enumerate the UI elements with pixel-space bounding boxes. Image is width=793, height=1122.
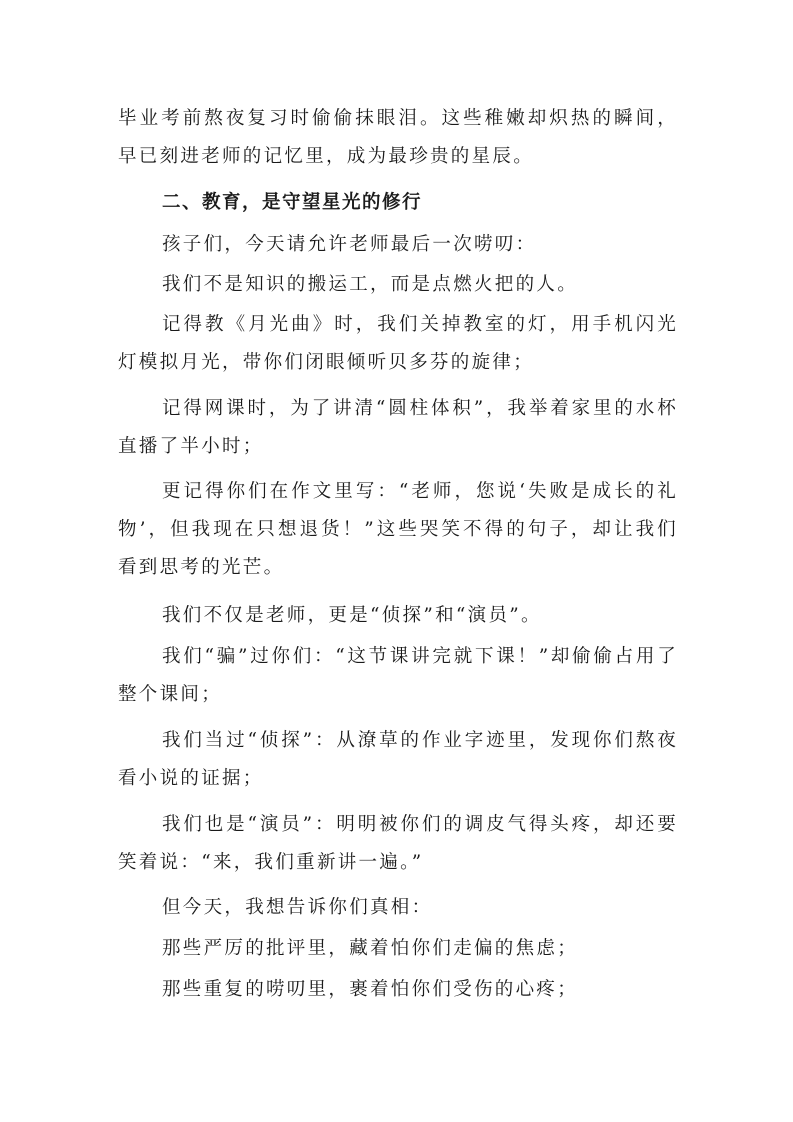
paragraph: 更记得你们在作文里写：“老师，您说‘失败是成长的礼物’，但我现在只想退货！”这些哭笑不得的句子，却让我们看到思考的光芒。 bbox=[118, 481, 678, 578]
paragraph: 那些严厉的批评里，藏着怕你们走偏的焦虑； bbox=[162, 938, 579, 959]
paragraph: 我们也是“演员”：明明被你们的调皮气得头疼，却还要笑着说：“来，我们重新讲一遍。” bbox=[118, 814, 678, 873]
paragraph: 我们当过“侦探”：从潦草的作业字迹里，发现你们熬夜看小说的证据； bbox=[118, 730, 678, 789]
paragraph: 我们不仅是老师，更是“侦探”和“演员”。 bbox=[162, 605, 542, 626]
paragraph: 孩子们，今天请允许老师最后一次唠叨： bbox=[162, 234, 537, 255]
paragraph: 但今天，我想告诉你们真相： bbox=[162, 897, 433, 918]
paragraph-continuation: 毕业考前熬夜复习时偷偷抹眼泪。这些稚嫩却炽热的瞬间，早已刻进老师的记忆里，成为最珍贵的星辰。 bbox=[118, 108, 678, 167]
paragraph: 记得网课时，为了讲清“圆柱体积”，我举着家里的水杯直播了半小时； bbox=[118, 398, 678, 457]
section-heading: 二、教育，是守望星光的修行 bbox=[162, 192, 423, 213]
paragraph: 那些重复的唠叨里，裹着怕你们受伤的心疼； bbox=[162, 979, 579, 1000]
paragraph: 我们“骗”过你们：“这节课讲完就下课！”却偷偷占用了整个课间； bbox=[118, 646, 678, 705]
paragraph: 我们不是知识的搬运工，而是点燃火把的人。 bbox=[162, 274, 579, 295]
paragraph: 记得教《月光曲》时，我们关掉教室的灯，用手机闪光灯模拟月光，带你们闭眼倾听贝多芬的旋律； bbox=[118, 314, 678, 373]
